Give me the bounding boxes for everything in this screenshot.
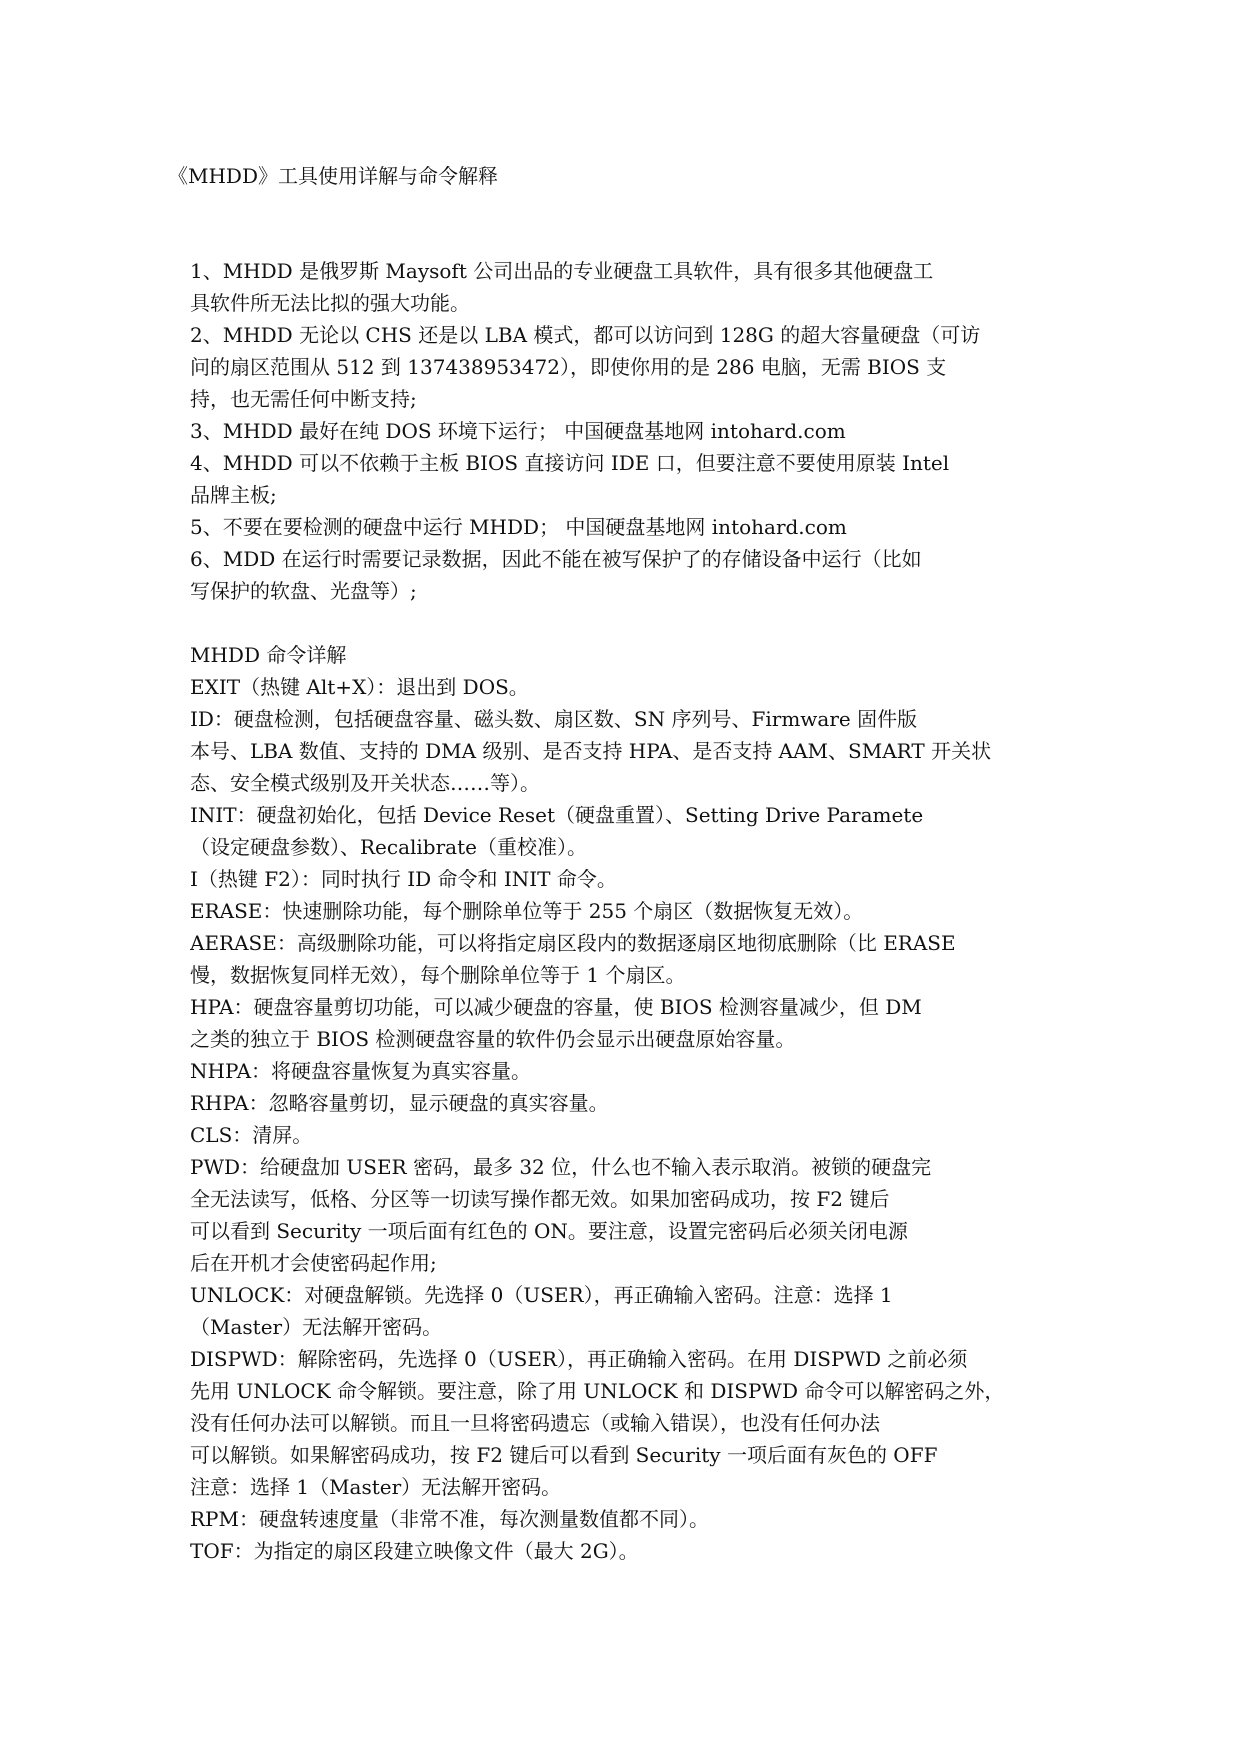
intro-text-line: 具软件所无法比拟的强大功能。 [190, 291, 470, 315]
command-text-line: ID：硬盘检测，包括硬盘容量、磁头数、扇区数、SN 序列号、Firmware 固件版 [190, 707, 918, 731]
command-text-line: INIT：硬盘初始化，包括 Device Reset（硬盘重置）、Setting Drive Paramete [190, 803, 924, 827]
command-text-line: PWD：给硬盘加 USER 密码，最多 32 位，什么也不输入表示取消。被锁的硬盘完 [190, 1155, 932, 1179]
command-text-line: 全无法读写，低格、分区等一切读写操作都无效。如果加密码成功，按 F2 键后 [190, 1187, 890, 1211]
command-text-line: （Master）无法解开密码。 [190, 1315, 443, 1339]
intro-text-line: 1、MHDD 是俄罗斯 Maysoft 公司出品的专业硬盘工具软件，具有很多其他硬盘工 [190, 259, 934, 283]
command-text-line: RHPA：忽略容量剪切，显示硬盘的真实容量。 [190, 1091, 609, 1115]
paragraph-gap [190, 607, 1065, 639]
intro-text-line: 品牌主板; [190, 483, 277, 507]
command-text-line: （设定硬盘参数）、Recalibrate（重校准）。 [190, 835, 587, 859]
command-text-line: 可以解锁。如果解密码成功，按 F2 键后可以看到 Security 一项后面有灰色的 OFF [190, 1443, 938, 1467]
document-body [190, 255, 1065, 1567]
command-text-line: CLS：清屏。 [190, 1123, 313, 1147]
intro-text-line: 3、MHDD 最好在纯 DOS 环境下运行； 中国硬盘基地网 intohard.com [190, 419, 846, 443]
intro-text-line: 4、MHDD 可以不依赖于主板 BIOS 直接访问 IDE 口，但要注意不要使用原装 Intel [190, 451, 950, 475]
command-text-line: MHDD 命令详解 [190, 643, 347, 667]
command-text-line: 先用 UNLOCK 命令解锁。要注意，除了用 UNLOCK 和 DISPWD 命令可以解密码之外， [190, 1379, 1005, 1403]
intro-text-line: 5、不要在要检测的硬盘中运行 MHDD； 中国硬盘基地网 intohard.com [190, 515, 847, 539]
command-text-line: NHPA：将硬盘容量恢复为真实容量。 [190, 1059, 532, 1083]
command-text-line: TOF：为指定的扇区段建立映像文件（最大 2G）。 [190, 1539, 639, 1563]
command-text-line: AERASE：高级删除功能，可以将指定扇区段内的数据逐扇区地彻底删除（比 ERASE [190, 931, 956, 955]
command-text-line: DISPWD：解除密码，先选择 0（USER），再正确输入密码。在用 DISPWD 之前必须 [190, 1347, 968, 1371]
command-text-line: EXIT（热键 Alt+X）：退出到 DOS。 [190, 675, 529, 699]
command-text-line: 可以看到 Security 一项后面有红色的 ON。要注意，设置完密码后必须关闭电源 [190, 1219, 908, 1243]
intro-text-line: 6、MDD 在运行时需要记录数据，因此不能在被写保护了的存储设备中运行（比如 [190, 547, 922, 571]
intro-text-line: 持，也无需任何中断支持; [190, 387, 417, 411]
command-text-line: 没有任何办法可以解锁。而且一旦将密码遗忘（或输入错误），也没有任何办法 [190, 1411, 880, 1435]
intro-section [190, 255, 1065, 607]
commands-section [190, 639, 1065, 1567]
command-text-line: ERASE：快速删除功能，每个删除单位等于 255 个扇区（数据恢复无效）。 [190, 899, 864, 923]
command-text-line: 后在开机才会使密码起作用; [190, 1251, 437, 1275]
command-text-line: 态、安全模式级别及开关状态……等）。 [190, 771, 540, 795]
command-text-line: I（热键 F2）：同时执行 ID 命令和 INIT 命令。 [190, 867, 617, 891]
intro-text-line: 2、MHDD 无论以 CHS 还是以 LBA 模式，都可以访问到 128G 的超大容量硬盘（可访 [190, 323, 981, 347]
intro-text-line: 问的扇区范围从 512 到 137438953472），即使你用的是 286 电脑，无需 BIOS 支 [190, 355, 947, 379]
command-text-line: UNLOCK：对硬盘解锁。先选择 0（USER），再正确输入密码。注意：选择 1 [190, 1283, 893, 1307]
document-title: 《MHDD》工具使用详解与命令解释 [168, 164, 498, 188]
command-text-line: 本号、LBA 数值、支持的 DMA 级别、是否支持 HPA、是否支持 AAM、SMART 开关状 [190, 739, 992, 763]
command-text-line: RPM：硬盘转速度量（非常不准，每次测量数值都不同）。 [190, 1507, 709, 1531]
command-text-line: 慢，数据恢复同样无效），每个删除单位等于 1 个扇区。 [190, 963, 686, 987]
intro-text-line: 写保护的软盘、光盘等）; [190, 579, 417, 603]
command-text-line: 之类的独立于 BIOS 检测硬盘容量的软件仍会显示出硬盘原始容量。 [190, 1027, 796, 1051]
command-text-line: 注意：选择 1（Master）无法解开密码。 [190, 1475, 562, 1499]
command-text-line: HPA：硬盘容量剪切功能，可以减少硬盘的容量，使 BIOS 检测容量减少，但 DM [190, 995, 922, 1019]
